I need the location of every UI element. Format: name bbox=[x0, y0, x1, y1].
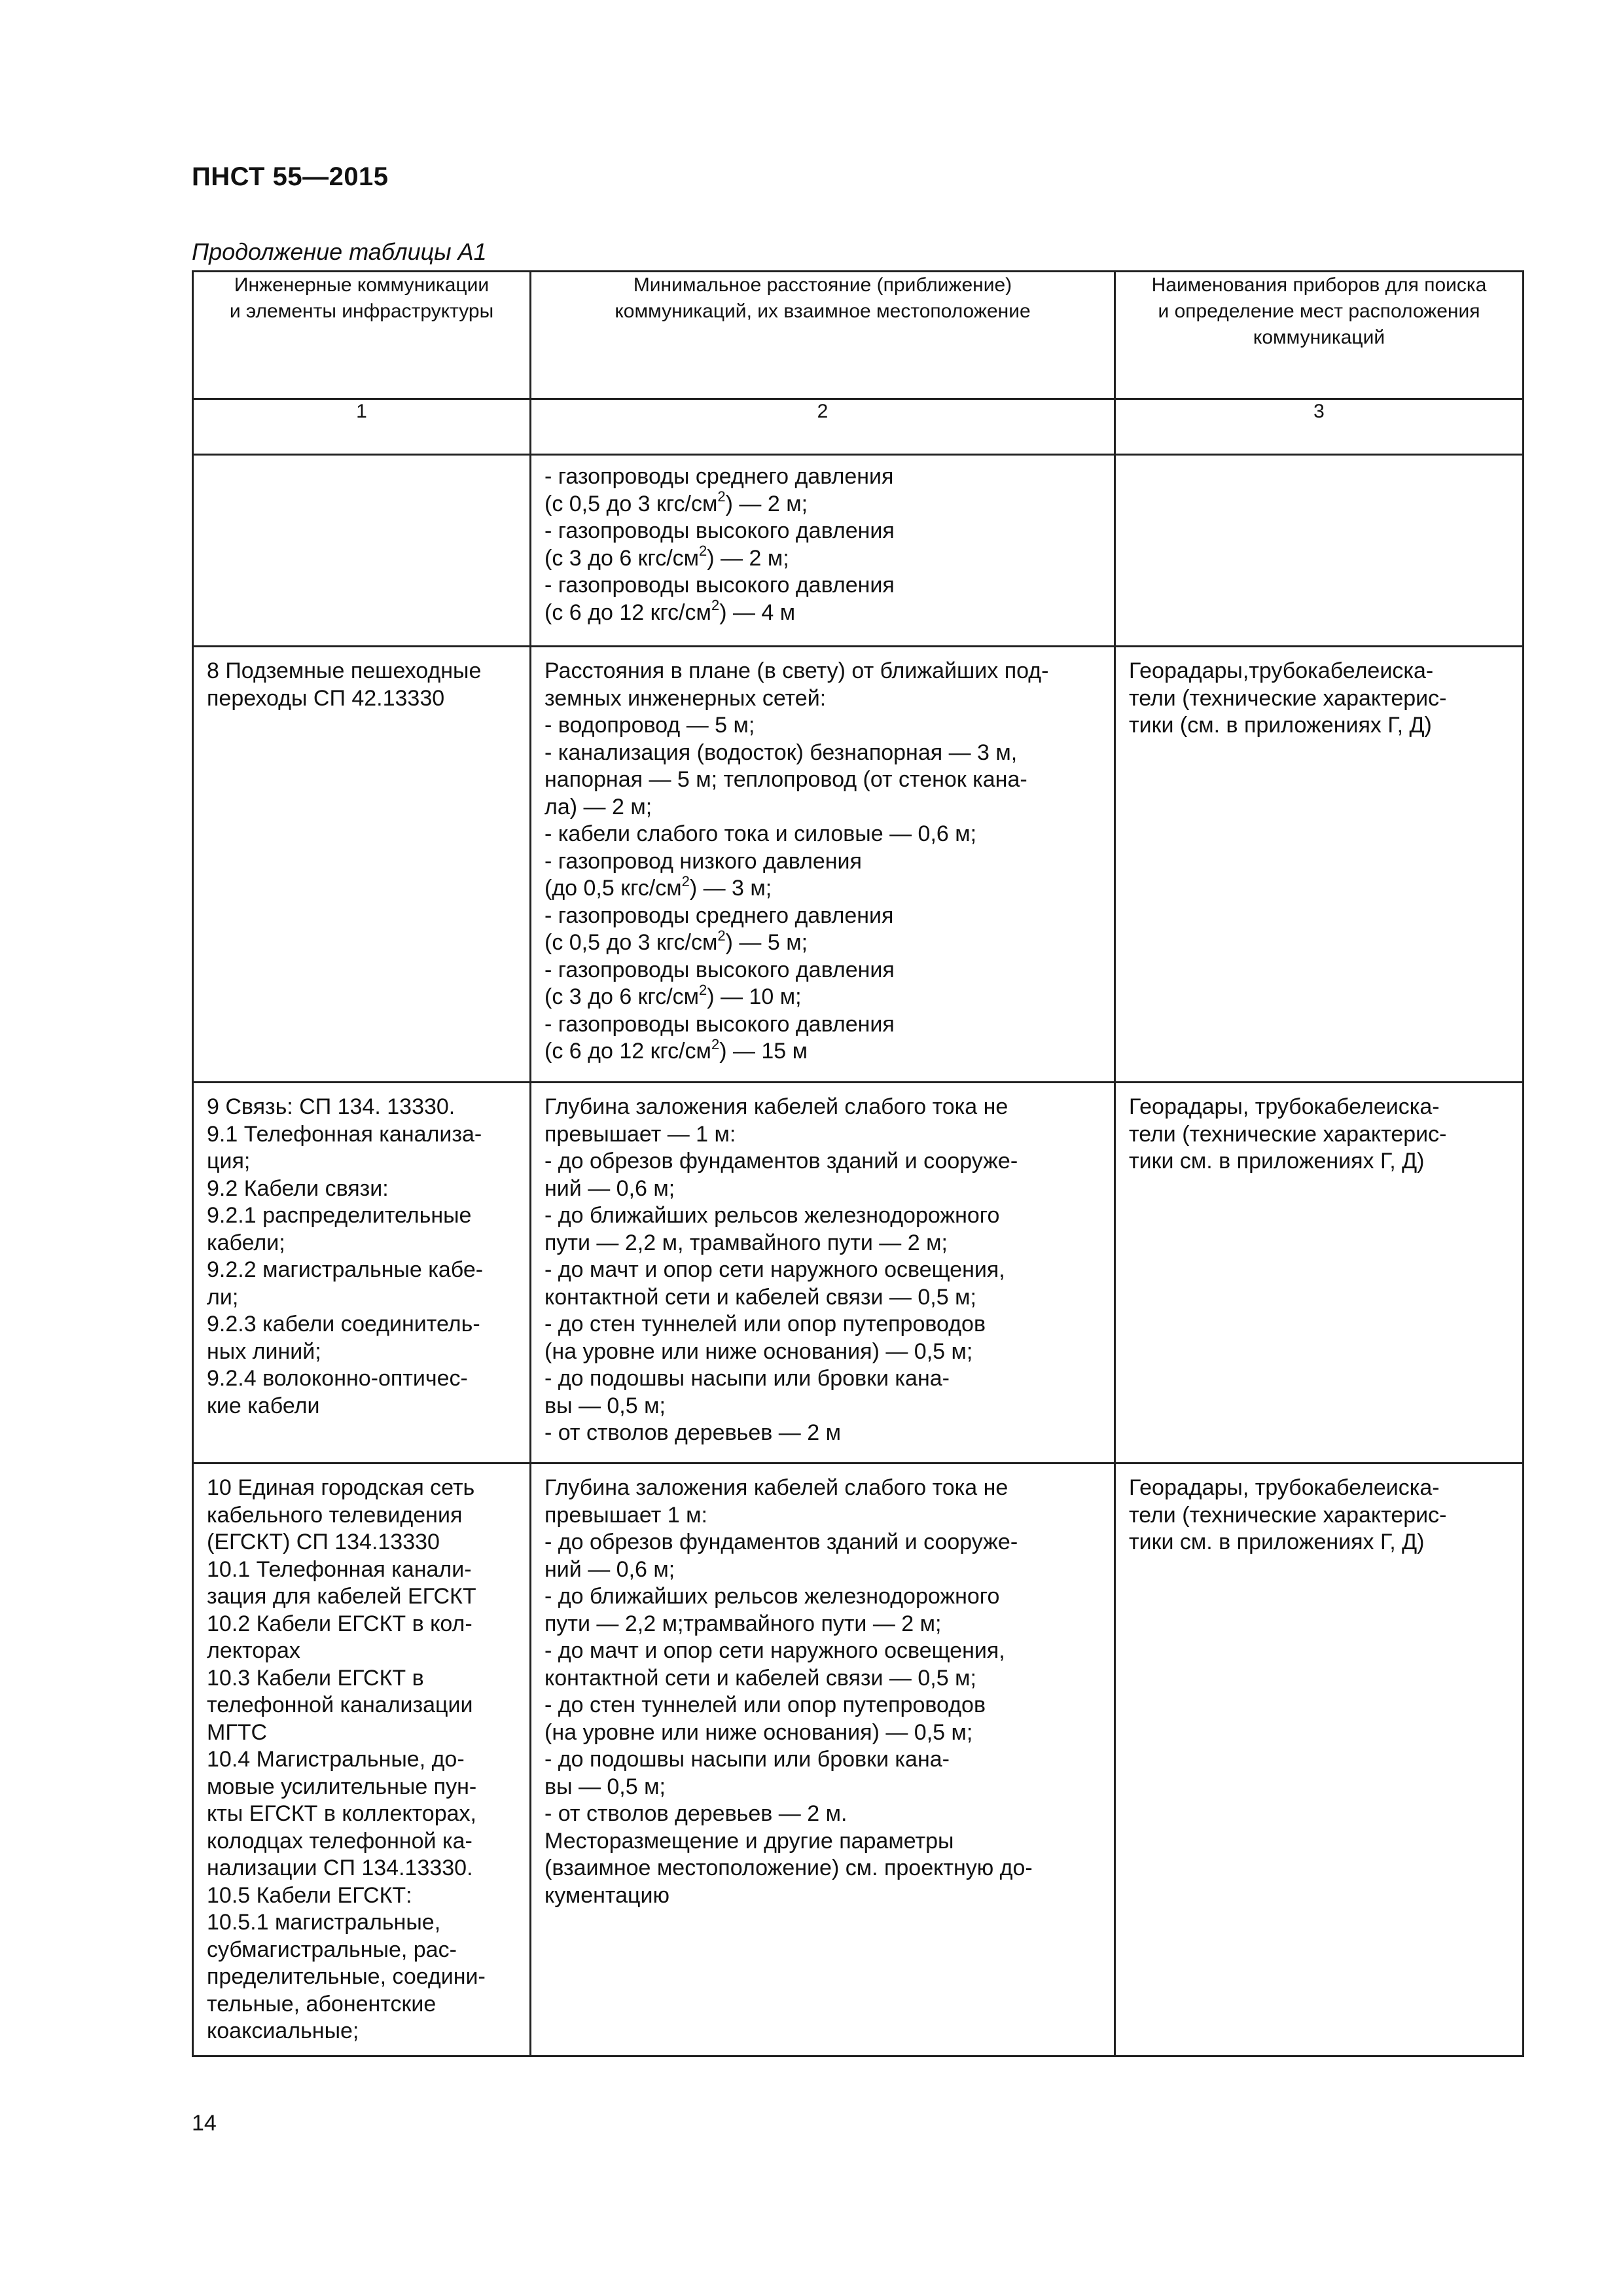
table-row bbox=[193, 1083, 1524, 1463]
row-distance-cell bbox=[531, 647, 1115, 1083]
text-line: кабели; bbox=[207, 1230, 285, 1255]
row-distance-cell bbox=[531, 1083, 1115, 1463]
text-line: - водопровод — 5 м; bbox=[544, 713, 755, 738]
text-line: пути — 2,2 м, трамвайного пути — 2 м; bbox=[544, 1230, 948, 1255]
text-line: 10 Единая городская сеть bbox=[207, 1475, 475, 1500]
text-line: тели (технические характерис- bbox=[1129, 1502, 1447, 1528]
text-line: (на уровне или ниже основания) — 0,5 м; bbox=[544, 1719, 973, 1745]
text-line: - до обрезов фундаментов зданий и сооруже- bbox=[544, 1530, 1018, 1554]
text-line: кие кабели bbox=[207, 1393, 320, 1418]
text-line: - от стволов деревьев — 2 м bbox=[544, 1420, 841, 1445]
superscript: 2 bbox=[681, 872, 690, 889]
text-line: - газопроводы высокого давления bbox=[544, 518, 895, 543]
text-line: Георадары, трубокабелеиска- bbox=[1129, 1094, 1440, 1119]
text-line: 9.2.2 магистральные кабе- bbox=[207, 1257, 484, 1282]
text-line: напорная — 5 м; теплопровод (от стенок кана- bbox=[544, 767, 1027, 792]
text-line: коммуникаций bbox=[1253, 327, 1385, 348]
text-line: ных линий; bbox=[207, 1338, 321, 1364]
text-line: МГТС bbox=[207, 1719, 268, 1745]
text-line: 10.3 Кабели ЕГСКТ в bbox=[207, 1665, 424, 1691]
text-line: Минимальное расстояние (приближение) bbox=[633, 274, 1012, 296]
text-line: и определение мест расположения bbox=[1158, 300, 1480, 322]
column-number-1: 1 bbox=[193, 399, 531, 455]
row-communication-cell bbox=[193, 1463, 531, 2056]
column-header-2 bbox=[531, 272, 1115, 399]
text-line: субмагистральные, рас- bbox=[207, 1937, 457, 1962]
text-line: переходы СП 42.13330 bbox=[207, 685, 445, 711]
text-line: земных инженерных сетей: bbox=[544, 685, 827, 711]
row-distance-cell bbox=[531, 455, 1115, 647]
text-line: ний — 0,6 м; bbox=[544, 1175, 675, 1201]
text-line: 10.4 Магистральные, до- bbox=[207, 1747, 465, 1772]
column-number-3: 3 bbox=[1115, 399, 1524, 455]
column-number-2: 2 bbox=[531, 399, 1115, 455]
text-line: 9.2.4 волоконно-оптичес- bbox=[207, 1366, 468, 1391]
text-line: - до ближайших рельсов железнодорожного bbox=[544, 1203, 1000, 1228]
text-line: тели (технические характерис- bbox=[1129, 685, 1447, 711]
text-line: (с 3 до 6 кгс/$см^2$) — 10 м; bbox=[544, 981, 802, 1009]
text-line: Наименования приборов для поиска bbox=[1151, 274, 1487, 296]
row-devices-cell bbox=[1115, 1083, 1524, 1463]
text-line: колодцах телефонной ка- bbox=[207, 1828, 473, 1854]
text-line: превышает — 1 м: bbox=[544, 1121, 736, 1147]
text-line: превышает 1 м: bbox=[544, 1502, 707, 1528]
page-number: 14 bbox=[192, 2111, 217, 2136]
text-line: тики (см. в приложениях Г, Д) bbox=[1129, 713, 1432, 738]
text-line: телефонной канализации bbox=[207, 1693, 473, 1717]
superscript: 2 bbox=[717, 927, 726, 944]
text-line: коммуникаций, их взаимное местоположение bbox=[615, 300, 1031, 322]
text-line: - до стен туннелей или опор путепроводов bbox=[544, 1312, 986, 1336]
superscript: 2 bbox=[699, 981, 707, 998]
column-number-row bbox=[193, 399, 1524, 455]
text-line: 9.1 Телефонная канализа- bbox=[207, 1121, 482, 1147]
text-line: (с 6 до 12 кгс/$см^2$) — 15 м bbox=[544, 1035, 808, 1064]
text-line: ла) — 2 м; bbox=[544, 794, 652, 819]
superscript: 2 bbox=[711, 1035, 720, 1052]
standards-table bbox=[192, 270, 1524, 2057]
text-line: (с 0,5 до 3 кгс/$см^2$) — 5 м; bbox=[544, 927, 808, 955]
row-devices-cell bbox=[1115, 1463, 1524, 2056]
text-line: - канализация (водосток) безнапорная — 3 м, bbox=[544, 740, 1018, 765]
text-line: 10.1 Телефонная канали- bbox=[207, 1556, 472, 1582]
row-communication-cell bbox=[193, 647, 531, 1083]
text-line: - газопровод низкого давления bbox=[544, 848, 862, 874]
superscript: 2 bbox=[699, 543, 707, 560]
text-line: кабельного телевидения bbox=[207, 1502, 463, 1528]
column-header-1 bbox=[193, 272, 531, 399]
text-line: - до подошвы насыпи или бровки кана- bbox=[544, 1366, 950, 1391]
text-line: кументацию bbox=[544, 1882, 670, 1908]
text-line: коаксиальные; bbox=[207, 2018, 359, 2043]
text-line: ция; bbox=[207, 1149, 251, 1174]
text-line: 9.2 Кабели связи: bbox=[207, 1175, 389, 1201]
text-line: 10.5 Кабели ЕГСКТ: bbox=[207, 1882, 412, 1908]
document-code: ПНСТ 55—2015 bbox=[192, 162, 389, 191]
text-line: (с 0,5 до 3 кгс/$см^2$) — 2 м; bbox=[544, 488, 808, 516]
text-line: вы — 0,5 м; bbox=[544, 1393, 666, 1418]
text-line: - газопроводы высокого давления bbox=[544, 573, 895, 598]
text-line: нализации СП 134.13330. bbox=[207, 1856, 473, 1880]
text-line: лекторах bbox=[207, 1638, 300, 1663]
text-line: - до мачт и опор сети наружного освещения, bbox=[544, 1638, 1005, 1663]
text-line: - до обрезов фундаментов зданий и сооруже- bbox=[544, 1149, 1018, 1174]
text-line: вы — 0,5 м; bbox=[544, 1774, 666, 1799]
text-line: (с 6 до 12 кгс/$см^2$) — 4 м bbox=[544, 597, 796, 625]
row-communication-cell bbox=[193, 1083, 531, 1463]
text-line: - до подошвы насыпи или бровки кана- bbox=[544, 1747, 950, 1772]
row-devices-cell bbox=[1115, 455, 1524, 647]
text-line: ли; bbox=[207, 1284, 239, 1310]
table-caption: Продолжение таблицы А1 bbox=[192, 238, 487, 265]
text-line: Глубина заложения кабелей слабого тока не bbox=[544, 1094, 1008, 1119]
table-header-row bbox=[193, 272, 1524, 399]
text-line: Глубина заложения кабелей слабого тока не bbox=[544, 1475, 1008, 1500]
text-line: зация для кабелей ЕГСКТ bbox=[207, 1584, 476, 1609]
text-line: и элементы инфраструктуры bbox=[229, 300, 494, 322]
text-line: 10.2 Кабели ЕГСКТ в кол- bbox=[207, 1611, 473, 1636]
text-line: (до 0,5 кгс/$см^2$) — 3 м; bbox=[544, 872, 772, 901]
text-line: тики см. в приложениях Г, Д) bbox=[1129, 1530, 1425, 1554]
text-line: - газопроводы среднего давления bbox=[544, 903, 894, 928]
row-distance-cell bbox=[531, 1463, 1115, 2056]
text-line: тельные, абонентские bbox=[207, 1991, 437, 2017]
row-communication-cell bbox=[193, 455, 531, 647]
text-line: 8 Подземные пешеходные bbox=[207, 658, 482, 683]
column-header-3 bbox=[1115, 272, 1524, 399]
text-line: тели (технические характерис- bbox=[1129, 1121, 1447, 1147]
text-line: (с 3 до 6 кгс/$см^2$) — 2 м; bbox=[544, 543, 789, 571]
text-line: Месторазмещение и другие параметры bbox=[544, 1828, 954, 1854]
text-line: Георадары, трубокабелеиска- bbox=[1129, 1475, 1440, 1500]
text-line: - газопроводы высокого давления bbox=[544, 1011, 895, 1037]
text-line: Расстояния в плане (в свету) от ближайших под- bbox=[544, 658, 1049, 683]
text-line: (ЕГСКТ) СП 134.13330 bbox=[207, 1530, 440, 1554]
text-line: - до стен туннелей или опор путепроводов bbox=[544, 1693, 986, 1717]
row-devices-cell bbox=[1115, 647, 1524, 1083]
table-row bbox=[193, 647, 1524, 1083]
text-line: - газопроводы среднего давления bbox=[544, 464, 894, 489]
text-line: Инженерные коммуникации bbox=[234, 274, 490, 296]
text-line: (взаимное местоположение) см. проектную до- bbox=[544, 1856, 1033, 1880]
text-line: 9 Связь: СП 134. 13330. bbox=[207, 1094, 455, 1119]
text-line: Георадары,трубокабелеиска- bbox=[1129, 658, 1434, 683]
text-line: мовые усилительные пун- bbox=[207, 1774, 477, 1799]
text-line: 9.2.3 кабели соединитель- bbox=[207, 1312, 480, 1336]
table-row bbox=[193, 455, 1524, 647]
text-line: 9.2.1 распределительные bbox=[207, 1203, 472, 1228]
text-line: ний — 0,6 м; bbox=[544, 1556, 675, 1582]
text-line: - до мачт и опор сети наружного освещения, bbox=[544, 1257, 1005, 1282]
text-line: контактной сети и кабелей связи — 0,5 м; bbox=[544, 1665, 976, 1691]
text-line: - до ближайших рельсов железнодорожного bbox=[544, 1584, 1000, 1609]
text-line: контактной сети и кабелей связи — 0,5 м; bbox=[544, 1284, 976, 1310]
text-line: - кабели слабого тока и силовые — 0,6 м; bbox=[544, 821, 977, 846]
table-row bbox=[193, 1463, 1524, 2056]
superscript: 2 bbox=[717, 488, 726, 505]
text-line: пути — 2,2 м;трамвайного пути — 2 м; bbox=[544, 1611, 942, 1636]
text-line: - от стволов деревьев — 2 м. bbox=[544, 1801, 847, 1826]
text-line: (на уровне или ниже основания) — 0,5 м; bbox=[544, 1338, 973, 1364]
text-line: - газопроводы высокого давления bbox=[544, 957, 895, 982]
text-line: 10.5.1 магистральные, bbox=[207, 1910, 441, 1935]
text-line: тики см. в приложениях Г, Д) bbox=[1129, 1149, 1425, 1174]
text-line: кты ЕГСКТ в коллекторах, bbox=[207, 1801, 476, 1826]
superscript: 2 bbox=[711, 597, 720, 614]
text-line: пределительные, соедини- bbox=[207, 1964, 486, 1989]
